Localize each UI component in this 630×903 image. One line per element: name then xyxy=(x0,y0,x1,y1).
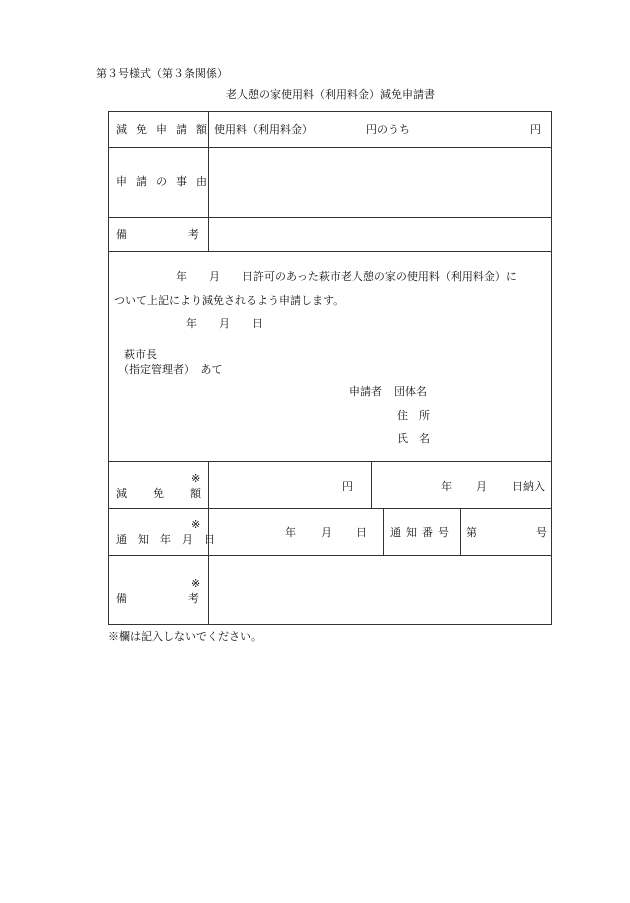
notification-number-label: 通知番号 xyxy=(390,526,454,539)
reduction-yen-unit: 円 xyxy=(342,480,353,493)
reason-field[interactable] xyxy=(210,149,550,215)
reduction-request-amount-label: 減免申請額 xyxy=(116,123,216,136)
fee-label: 使用料（利用料金） xyxy=(214,123,313,136)
office-use-mark: ※ xyxy=(191,472,201,485)
form-number: 第３号様式（第３条関係） xyxy=(96,67,228,80)
notification-date-label: 通知年月日 xyxy=(116,533,226,546)
addressee-manager: （指定管理者） あて xyxy=(118,363,223,376)
name-label: 氏 名 xyxy=(397,432,430,445)
office-use-mark: ※ xyxy=(191,577,201,590)
permit-statement-line2: ついて上記により減免されるよう申請します。 xyxy=(114,294,345,307)
request-amount-field[interactable] xyxy=(310,113,360,145)
remarks-label: 備考 xyxy=(116,228,260,241)
applicant-label: 申請者 xyxy=(349,385,382,398)
yen-of-which-label: 円のうち xyxy=(366,123,410,136)
reduction-amount-field[interactable] xyxy=(420,113,524,145)
notification-day: 日 xyxy=(356,526,367,539)
address-label: 住 所 xyxy=(397,409,430,422)
form-title: 老人憩の家使用料（利用料金）減免申請書 xyxy=(226,88,435,101)
payment-month: 月 xyxy=(476,480,487,493)
addressee-mayor: 萩市長 xyxy=(124,348,157,361)
organization-label: 団体名 xyxy=(394,385,427,398)
yen-unit-label: 円 xyxy=(530,123,541,136)
remarks-field[interactable] xyxy=(210,219,550,249)
number-suffix: 号 xyxy=(536,526,547,539)
payment-date-label: 日納入 xyxy=(512,480,545,493)
number-prefix: 第 xyxy=(466,526,477,539)
application-date: 年 月 日 xyxy=(186,317,263,330)
payment-year: 年 xyxy=(441,480,452,493)
notification-month: 月 xyxy=(321,526,332,539)
reduction-amount-label: 減免額 xyxy=(116,487,227,500)
reason-label: 申請の事由 xyxy=(116,175,216,188)
footer-note: ※欄は記入しないでください。 xyxy=(108,630,262,643)
permit-statement-line1: 年 月 日許可のあった萩市老人憩の家の使用料（利用料金）に xyxy=(176,270,517,283)
office-remarks-label: 備考 xyxy=(116,592,260,605)
office-use-mark: ※ xyxy=(191,518,201,531)
notification-year: 年 xyxy=(285,526,296,539)
